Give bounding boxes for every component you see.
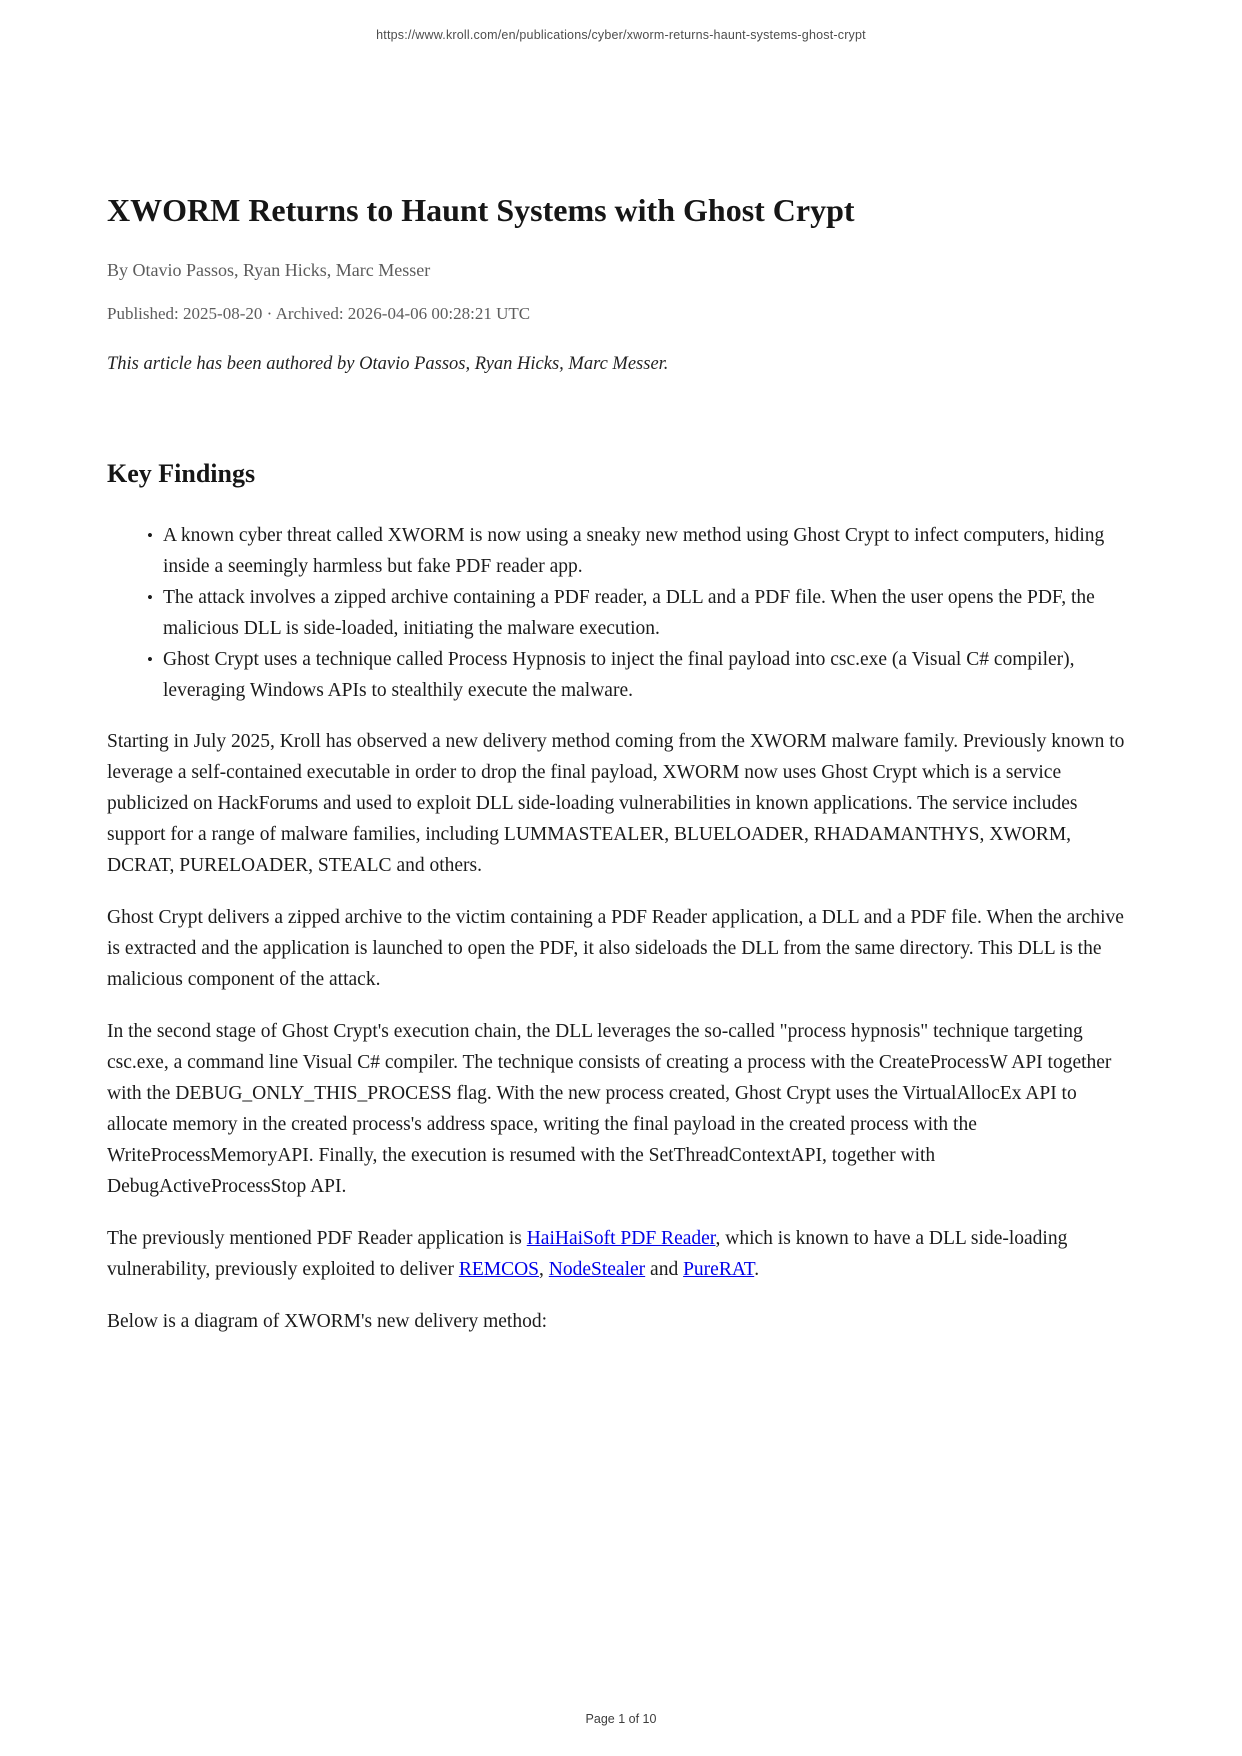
key-findings-list	[107, 520, 1139, 706]
inline-link[interactable]: HaiHaiSoft PDF Reader	[526, 1228, 716, 1249]
byline: By Otavio Passos, Ryan Hicks, Marc Messer	[107, 260, 431, 280]
page-title: XWORM Returns to Haunt Systems with Ghost Crypt	[107, 192, 855, 228]
list-item-text: Ghost Crypt uses a technique called Process Hypnosis to inject the final payload into csc.exe (a Visual C# compiler), leveraging Windows APIs to stealthily execute the malware.	[163, 649, 1075, 701]
inline-link[interactable]: PureRAT	[683, 1259, 755, 1280]
bullet-icon: •	[147, 588, 153, 607]
list-item	[147, 520, 1139, 582]
text-segment: , which is known to have a DLL side-loading vulnerability, previously exploited to deliver	[107, 1228, 1068, 1280]
list-item	[147, 644, 1139, 706]
text-segment: and	[645, 1259, 684, 1280]
page-number-indicator: Page 1 of 10	[585, 1712, 657, 1726]
paragraph-with-links	[107, 1223, 1139, 1285]
list-item-text: A known cyber threat called XWORM is now using a sneaky new method using Ghost Crypt to infect computers, hiding inside a seemingly harmless but fake PDF reader app.	[163, 525, 1105, 577]
bullet-icon: •	[147, 650, 153, 669]
paragraph: Starting in July 2025, Kroll has observed a new delivery method coming from the XWORM malware family. Previously known to leverage a self-contained executable in order to drop the final payload, XWORM now uses Ghost Crypt which is a service publicized on HackForums and used to exploit DLL side-loading vulnerabilities in known applications. The service includes support for a range of malware families, including LUMMASTEALER, BLUELOADER, RHADAMANTHYS, XWORM, DCRAT, PURELOADER, STEALC and others.	[107, 731, 1125, 876]
text-segment: .	[754, 1259, 760, 1280]
authored-note: This article has been authored by Otavio Passos, Ryan Hicks, Marc Messer.	[107, 354, 669, 374]
inline-link[interactable]: NodeStealer	[548, 1259, 646, 1280]
article-content	[107, 0, 1139, 1337]
paragraph: Ghost Crypt delivers a zipped archive to the victim containing a PDF Reader application, a DLL and a PDF file. When the archive is extracted and the application is launched to open the PDF, it also sideloads the DLL from the same directory. This DLL is the malicious component of the attack.	[107, 907, 1124, 990]
bullet-icon: •	[147, 526, 153, 545]
closing-line: Below is a diagram of XWORM's new delivery method:	[107, 1311, 548, 1332]
published-archived-line: Published: 2025-08-20 · Archived: 2026-04-06 00:28:21 UTC	[107, 304, 531, 323]
inline-link[interactable]: REMCOS	[458, 1259, 540, 1280]
source-url: https://www.kroll.com/en/publications/cyber/xworm-returns-haunt-systems-ghost-crypt	[376, 28, 866, 42]
text-segment: ,	[539, 1259, 549, 1280]
list-item	[147, 582, 1139, 644]
paragraph: In the second stage of Ghost Crypt's execution chain, the DLL leverages the so-called "process hypnosis" technique targeting csc.exe, a command line Visual C# compiler. The technique consists of creating a process with the CreateProcessW API together with the DEBUG_ONLY_THIS_PROCESS flag. With the new process created, Ghost Crypt uses the VirtualAllocEx API to allocate memory in the created process's address space, writing the final payload in the created process with the WriteProcessMemoryAPI. Finally, the execution is resumed with the SetThreadContextAPI, together with DebugActiveProcessStop API.	[107, 1021, 1112, 1197]
list-item-text: The attack involves a zipped archive containing a PDF reader, a DLL and a PDF file. When the user opens the PDF, the malicious DLL is side-loaded, initiating the malware execution.	[163, 587, 1095, 639]
text-segment: The previously mentioned PDF Reader application is	[107, 1228, 527, 1249]
key-findings-heading: Key Findings	[107, 459, 256, 488]
